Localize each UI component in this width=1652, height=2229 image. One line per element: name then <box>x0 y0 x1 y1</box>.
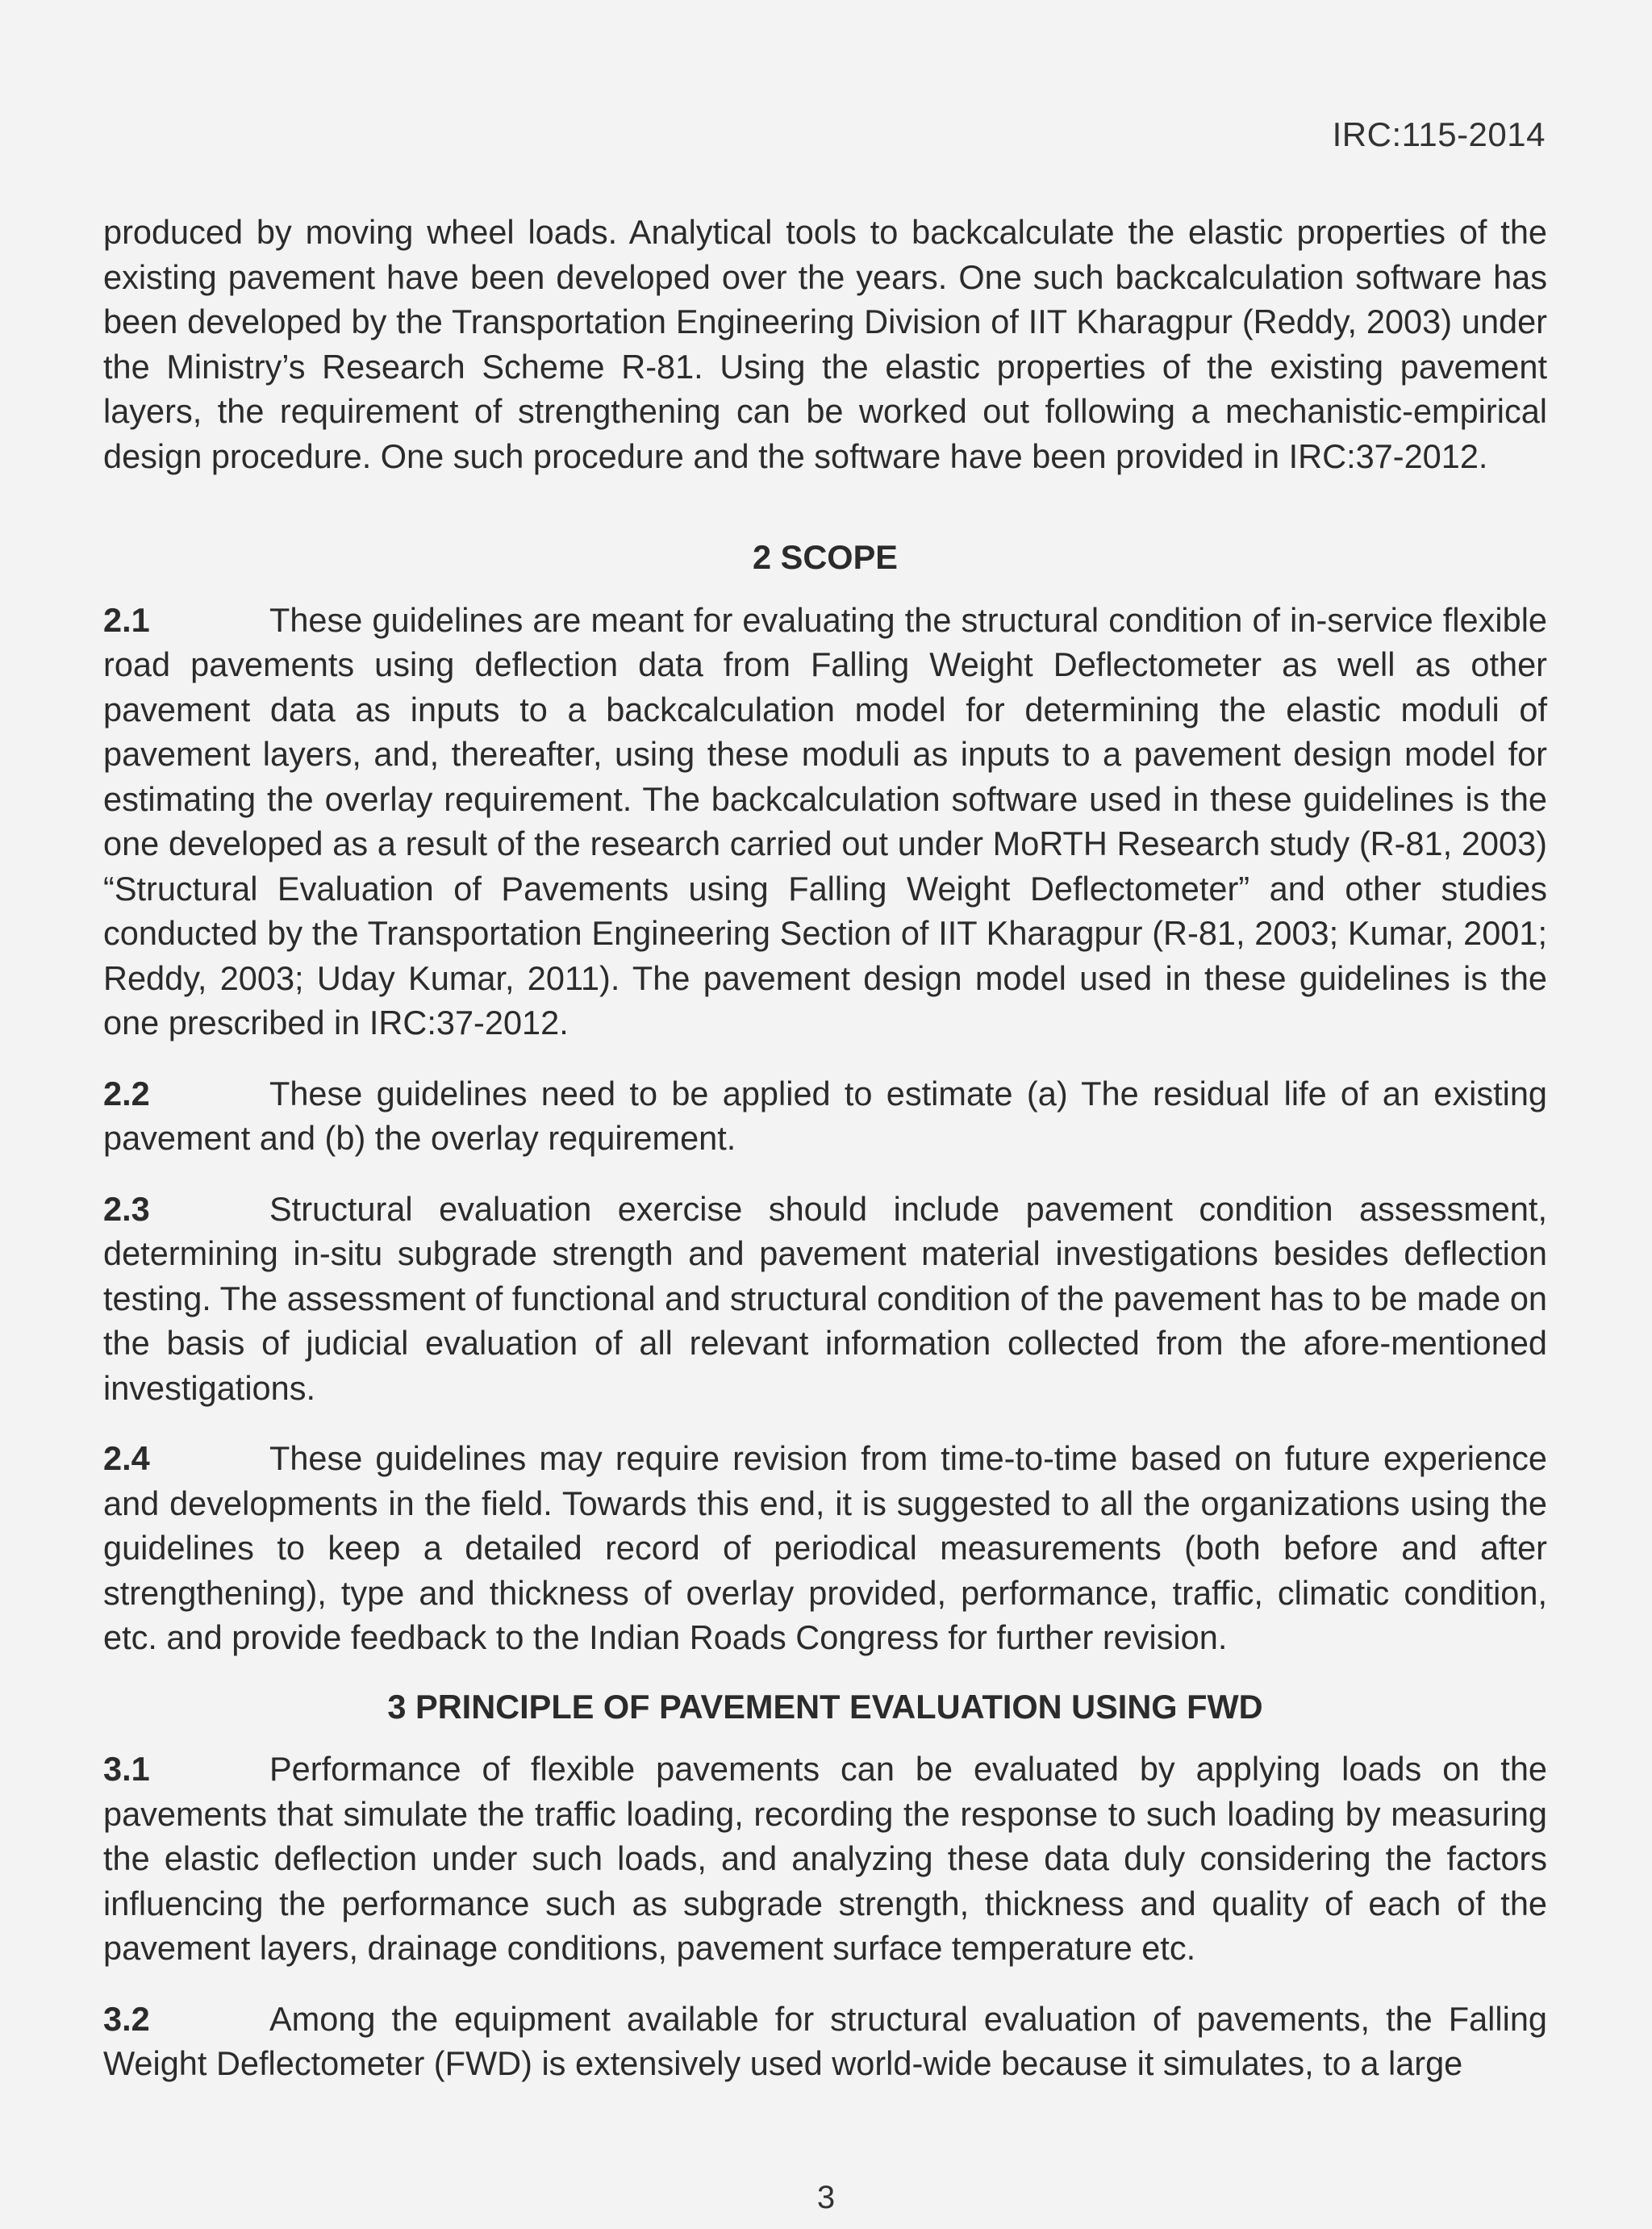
document-code-header: IRC:115-2014 <box>1332 115 1546 153</box>
paragraph-number: 3.2 <box>103 1999 150 2038</box>
paragraph-text: These guidelines are meant for evaluating the structural condition of in-service flexible road pavements using deflection data from Falling Weight Deflectometer as well as other pavement data as inputs to a backcalculation model for determining the elastic moduli of pavement layers, and, thereafter, using these moduli as inputs to a pavement design model for estimating the overlay requirement. The backcalculation software used in these guidelines is the one developed as a result of the research carried out under MoRTH Research study (R-81, 2003) “Structural Evaluation of Pavements using Falling Weight Deflectometer” and other studies conducted by the Transportation Engineering Section of IIT Kharagpur (R-81, 2003; Kumar, 2001; Reddy, 2003; Uday Kumar, 2011). The pavement design model used in these guidelines is the one prescribed in IRC:37-2012. <box>103 600 1547 1041</box>
paragraph-text: Structural evaluation exercise should include pavement condition assessment, determining in-situ subgrade strength and pavement material investigations besides deflection testing. The assessment of functional and structural condition of the pavement has to be made on the basis of judicial evaluation of all relevant information collected from the afore-mentioned investigations. <box>103 1189 1547 1407</box>
paragraph-2-2 <box>103 1071 1547 1161</box>
section-3-heading: 3 PRINCIPLE OF PAVEMENT EVALUATION USING FWD <box>387 1687 1263 1726</box>
paragraph-3-1 <box>103 1747 1547 1971</box>
intro-paragraph: produced by moving wheel loads. Analytical tools to backcalculate the elastic properties of the existing pavement have been developed over the years. One such backcalculation software has been developed by the Transportation Engineering Division of IIT Kharagpur (Reddy, 2003) under the Ministry’s Research Scheme R-81. Using the elastic properties of the existing pavement layers, the requirement of strengthening can be worked out following a mechanistic-empirical design procedure. One such procedure and the software have been provided in IRC:37-2012. <box>103 213 1547 475</box>
paragraph-2-4 <box>103 1436 1547 1660</box>
paragraph-2-3 <box>103 1187 1547 1411</box>
paragraph-2-1 <box>103 598 1547 1046</box>
body-text <box>103 210 1547 2086</box>
paragraph-number: 2.2 <box>103 1074 150 1112</box>
paragraph-text: Among the equipment available for structural evaluation of pavements, the Falling Weight Deflectometer (FWD) is extensively used world-wide because it simulates, to a large <box>103 1999 1547 2082</box>
paragraph-text: These guidelines may require revision from time-to-time based on future experience and developments in the field. Towards this end, it is suggested to all the organizations using the guidelines to keep a detailed record of periodical measurements (both before and after strengthening), type and thickness of overlay provided, performance, traffic, climatic condition, etc. and provide feedback to the Indian Roads Congress for further revision. <box>103 1439 1547 1656</box>
paragraph-text: Performance of flexible pavements can be evaluated by applying loads on the pavements that simulate the traffic loading, recording the response to such loading by measuring the elastic deflection under such loads, and analyzing these data duly considering the factors influencing the performance such as subgrade strength, thickness and quality of each of the pavement layers, drainage conditions, pavement surface temperature etc. <box>103 1750 1547 1967</box>
paragraph-number: 2.4 <box>103 1439 150 1477</box>
paragraph-number: 2.1 <box>103 600 150 639</box>
page-number: 3 <box>816 2180 836 2215</box>
paragraph-number: 3.1 <box>103 1750 150 1788</box>
paragraph-number: 2.3 <box>103 1189 150 1228</box>
paragraph-3-2 <box>103 1997 1547 2086</box>
section-2-heading: 2 SCOPE <box>753 538 898 576</box>
paragraph-text: These guidelines need to be applied to estimate (a) The residual life of an existing pavement and (b) the overlay requirement. <box>103 1074 1547 1157</box>
document-page <box>103 0 1547 2229</box>
